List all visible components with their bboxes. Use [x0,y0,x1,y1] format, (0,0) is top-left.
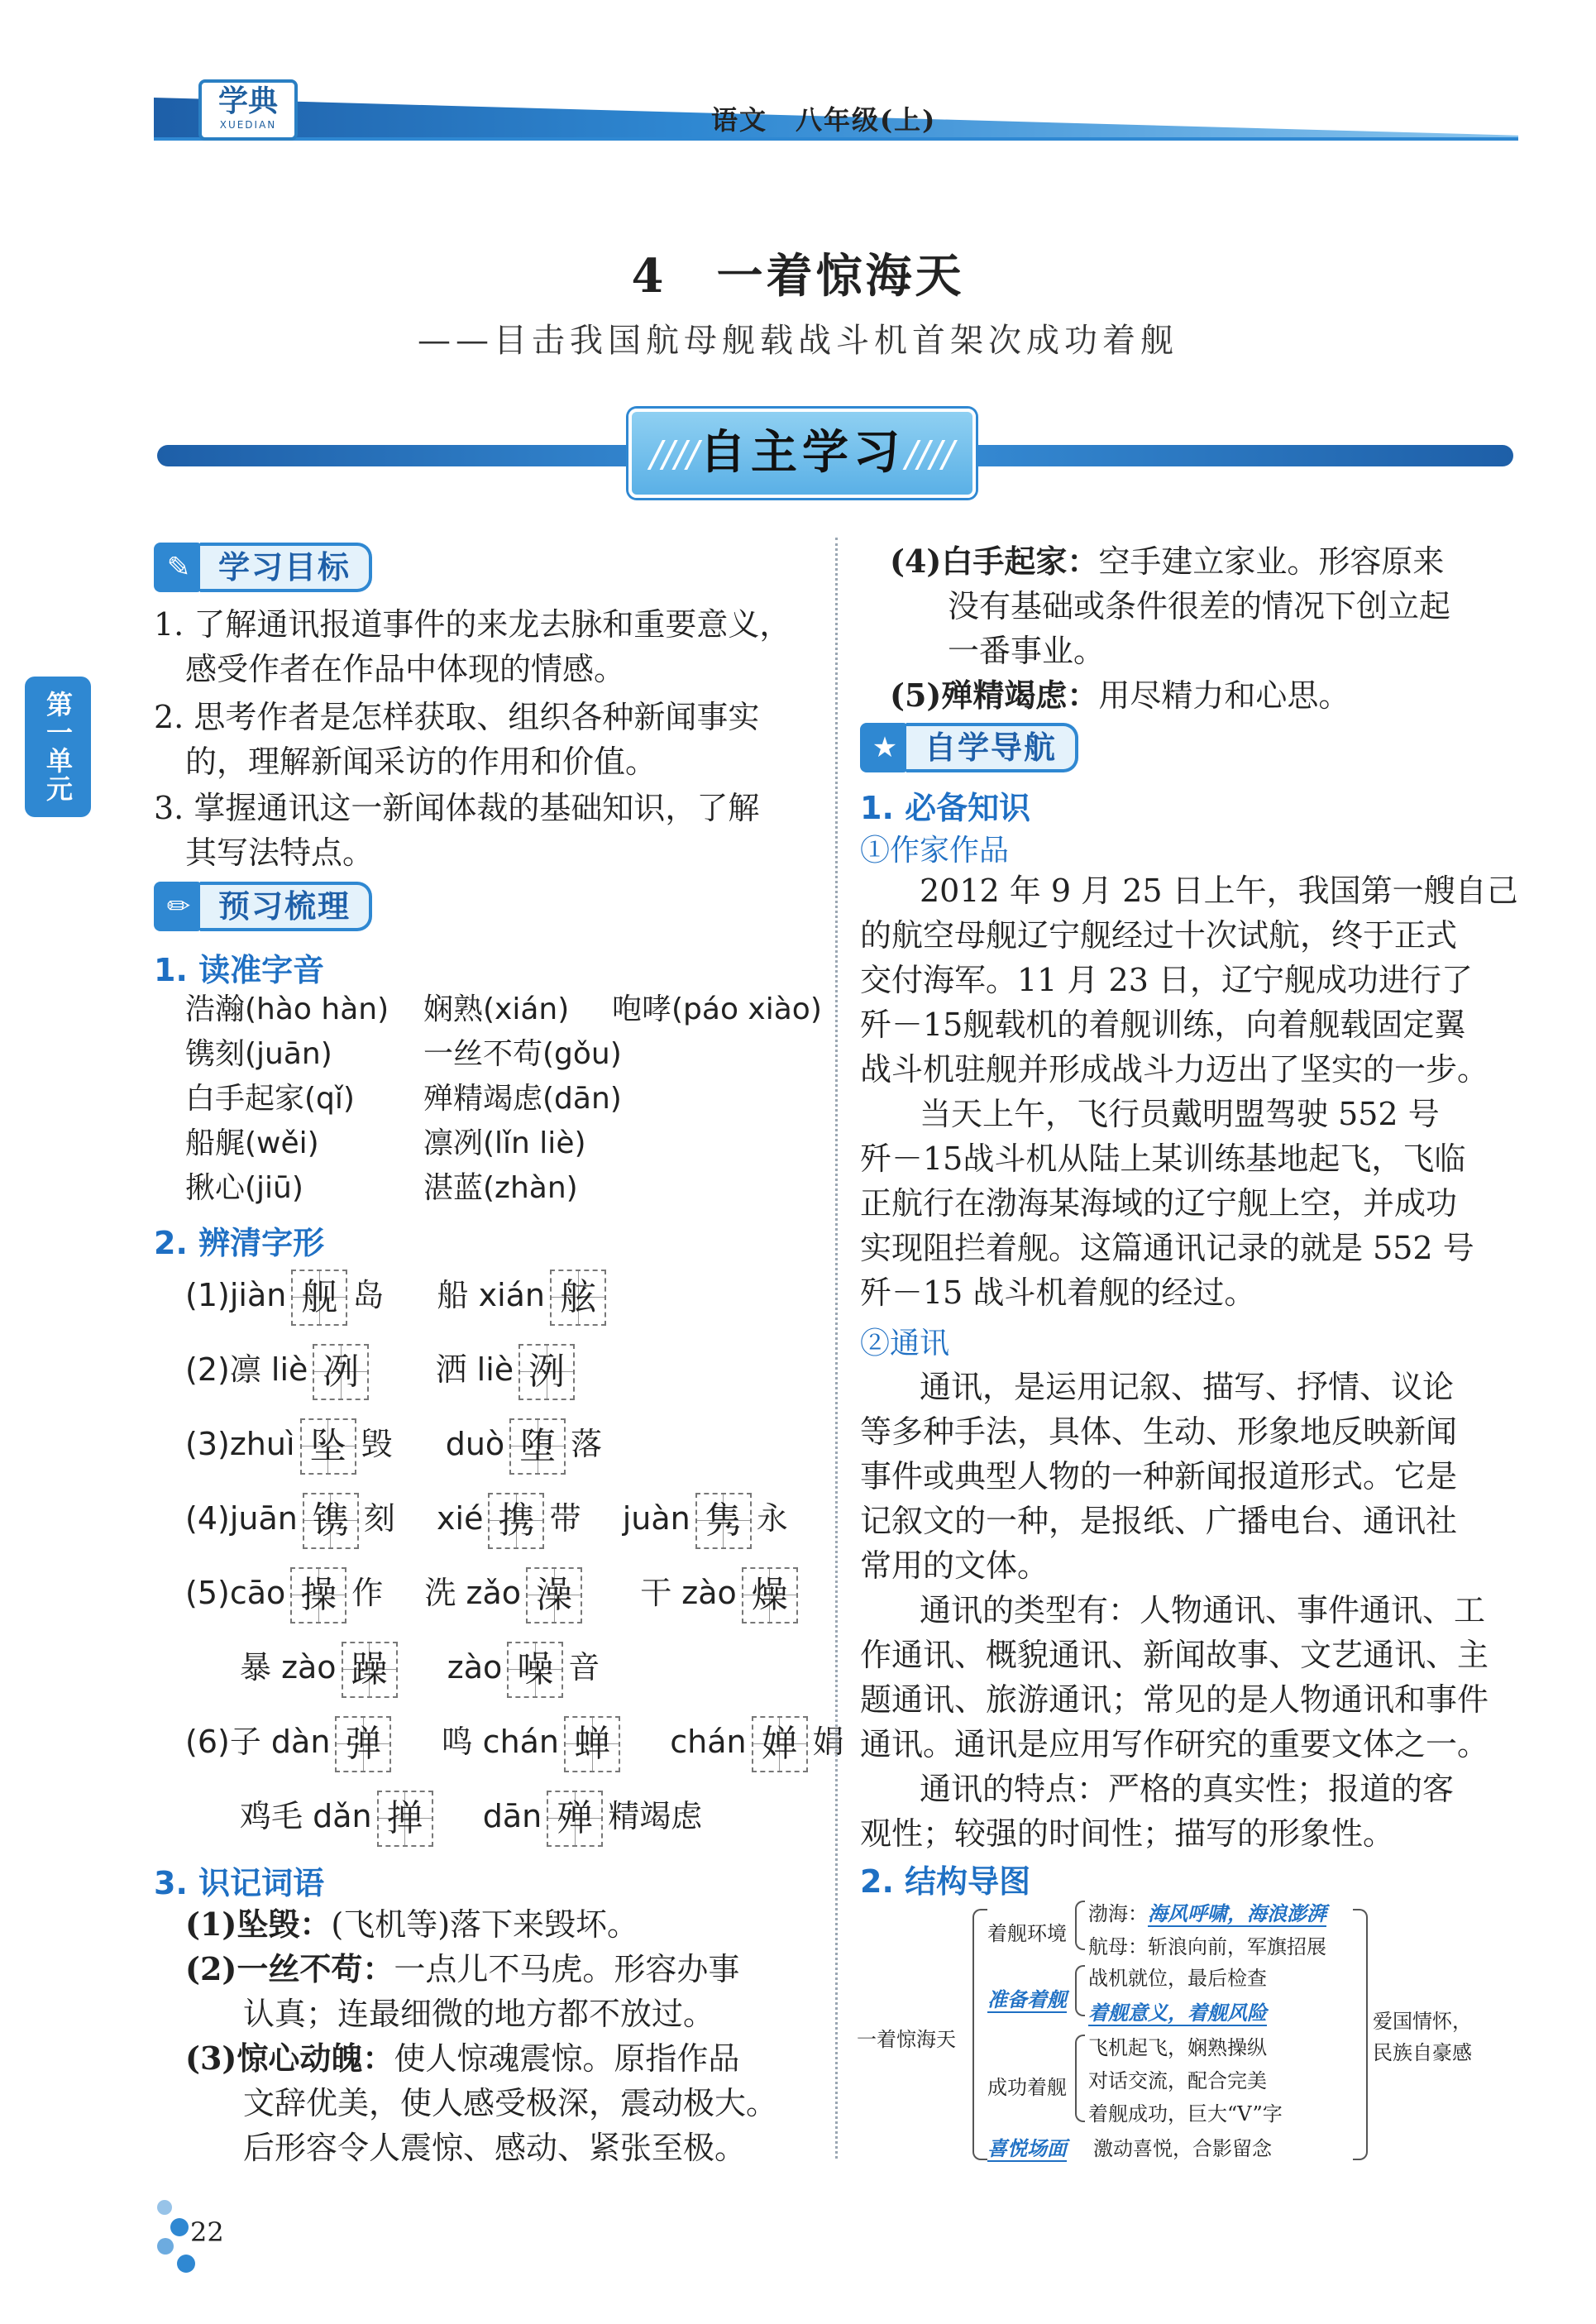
page-number: 22 [190,2216,224,2248]
diagram-theme: 民族自豪感 [1373,2041,1472,2064]
vocab-definition-cont: 认真；连最细微的地方都不放过。 [243,1996,715,2032]
diagram-leaf: 战机就位，最后检查 [1088,1967,1267,1990]
structure-subheading: 2. 结构导图 [860,1863,1031,1900]
diagram-branch: 成功着舰 [987,2076,1067,2099]
vocab-definition: 用尽精力和心思。 [1098,677,1350,714]
diagram-leaf-label: 渤海： [1088,1902,1148,1925]
diagram-leaf [1088,1996,1267,2025]
glyph-row [185,1489,788,1549]
goal-line: 的，理解新闻采访的作用和价值。 [185,744,657,780]
glyph-box: 燥 [742,1567,798,1623]
diagram-branch: 着舰环境 [987,1922,1067,1945]
glyph-suffix: 落 [571,1426,603,1462]
student-icon: ✎ [154,543,203,592]
pronunciation-item: 娴熟(xián) [423,992,570,1026]
pronunciation-item: 浩瀚(hào hàn) [185,992,389,1026]
glyph-box: 镌 [303,1493,359,1549]
diagram-leaf [1088,1897,1326,1926]
glyph-row [240,1638,600,1698]
vocab-item [185,2036,739,2081]
vocab-item [185,1902,638,1947]
column-divider [835,538,838,2159]
pronunciation-item: 殚精竭虑(dān) [423,1082,622,1116]
pronunciation-item: 一丝不苟(gǒu) [423,1037,622,1071]
glyph-prompt: juàn [622,1500,690,1537]
pronunciation-item: 镌刻(juān) [185,1037,332,1071]
glyph-prompt: xié [437,1500,484,1537]
glyph-prompt: 洒 liè [435,1351,514,1388]
glyph-row [185,1414,602,1475]
goal-line: 3. 掌握通讯这一新闻体裁的基础知识，了解 [154,790,760,826]
lesson-subtitle: ——目击我国航母舰载战斗机首架次成功着舰 [418,322,1178,360]
body-line: 的航空母舰辽宁舰经过十次试航，终于正式 [860,917,1458,954]
diagram-branch [987,2132,1067,2161]
pronunciation-item: 凛冽(lǐn liè) [423,1126,586,1160]
body-line: 通讯，是运用记叙、描写、抒情、议论 [920,1369,1455,1405]
glyph-box: 噪 [507,1642,563,1698]
vocab-item [185,1947,739,1992]
vocab-term: (4)白手起家： [890,543,1099,580]
vocab-definition: 使人惊魂震惊。原指作品 [394,2040,740,2077]
pronunciation-subheading: 1. 读准字音 [154,952,325,988]
vocab-definition-cont: 文辞优美，使人感受极深，震动极大。 [243,2085,778,2121]
glyph-prompt: 鸡毛 dǎn [240,1798,372,1834]
banner-stripes-right: //// [905,433,954,476]
glyph-prompt: chán [670,1724,747,1760]
glyph-prompt: zào [447,1649,503,1686]
glyph-suffix: 音 [568,1649,600,1686]
diagram-branch [987,1983,1067,2012]
glyph-prompt: 干 zào [640,1575,737,1611]
logo-main-text: 学典 [217,84,278,118]
preview-heading-label: 预习梳理 [200,882,372,931]
body-line: 交付海军。11 月 23 日，辽宁舰成功进行了 [860,962,1473,998]
diagram-leaf: 激动喜悦，合影留念 [1093,2137,1272,2160]
glyph-suffix: 娟 [812,1724,844,1760]
diagram-root: 一着惊海天 [857,2028,956,2051]
body-line: 实现阻拦着舰。这篇通讯记录的就是 552 号 [860,1230,1474,1266]
header-line [154,137,1518,141]
glyph-prompt: dān [482,1798,542,1834]
body-line: 通讯。通讯是应用写作研究的重要文体之一。 [860,1726,1489,1762]
preview-heading [154,880,372,933]
vocab-term: (3)惊心动魄： [185,2039,394,2077]
goals-heading-label: 学习目标 [200,543,372,592]
publisher-logo [198,79,298,141]
glyph-prompt: (6)子 dàn [185,1724,331,1760]
glyph-suffix: 带 [549,1500,581,1537]
body-line: 当天上午，飞行员戴明盟驾驶 552 号 [920,1096,1440,1132]
glyph-box: 躁 [342,1642,398,1698]
unit-tab: 第一单元 [25,677,91,817]
glyph-suffix: 刻 [363,1500,395,1537]
goals-heading [154,541,372,594]
glyph-suffix: 毁 [361,1426,393,1462]
knowledge-subheading: 1. 必备知识 [860,790,1031,826]
glyph-box: 堕 [509,1418,566,1475]
banner-stripes-left: //// [650,433,700,476]
vocab-term: (5)殚精竭虑： [890,677,1099,714]
glyph-box: 蝉 [564,1716,620,1772]
pencil-icon: ✏ [154,882,203,931]
vocab-term: (2)一丝不苟： [185,1950,394,1987]
body-line: 正航行在渤海某海域的辽宁舰上空，并成功 [860,1185,1458,1222]
diagram-fill-answer: 着舰意义，着舰风险 [1088,2001,1267,2025]
diagram-leaf: 对话交流，配合完美 [1088,2069,1267,2092]
decoration-dot [157,2238,174,2255]
vocab-definition: 一点儿不马虎。形容办事 [394,1951,740,1987]
diagram-fill-answer: 海风呼啸，海浪澎湃 [1148,1901,1326,1925]
goal-line: 2. 思考作者是怎样获取、组织各种新闻事实 [154,699,760,735]
glyph-subheading: 2. 辨清字形 [154,1225,325,1261]
glyph-suffix: 作 [351,1575,384,1611]
glyph-box: 舰 [291,1270,347,1326]
structure-diagram [857,1894,1518,2175]
body-line: 歼－15舰载机的着舰训练，向着舰载固定翼 [860,1007,1466,1043]
glyph-suffix: 岛 [352,1277,385,1313]
body-line: 歼－15 战斗机着舰的经过。 [860,1274,1256,1311]
lesson-title: 4 一着惊海天 [631,249,965,304]
glyph-row [185,1340,580,1400]
glyph-box: 澡 [526,1567,582,1623]
body-line: 歼－15战斗机从陆上某训练基地起飞，飞临 [860,1140,1466,1177]
diagram-theme: 爱国情怀， [1373,2010,1472,2033]
vocab-subheading: 3. 识记词语 [154,1865,325,1901]
body-line: 战斗机驻舰并形成战斗力迈出了坚实的一步。 [860,1051,1489,1088]
glyph-box: 坠 [300,1418,356,1475]
glyph-box: 掸 [377,1791,433,1847]
glyph-suffix: 精竭虑 [608,1798,703,1834]
diagram-leaf: 飞机起飞，娴熟操纵 [1088,2036,1267,2059]
vocab-definition: 空手建立家业。形容原来 [1098,543,1445,580]
diagram-brace [1075,1965,1085,2016]
decoration-dot [177,2255,195,2273]
glyph-prompt: (5)cāo [185,1575,286,1611]
glyph-box: 洌 [518,1344,575,1400]
glyph-box: 殚 [547,1791,603,1847]
glyph-row [185,1265,611,1326]
vocab-item [890,673,1350,718]
body-line: 作通讯、概貌通讯、新闻故事、文艺通讯、主 [860,1637,1489,1673]
glyph-box: 操 [290,1567,346,1623]
glyph-prompt: (4)juān [185,1500,298,1537]
body-line: 事件或典型人物的一种新闻报道形式。它是 [860,1458,1458,1494]
body-line: 观性；较强的时间性；描写的形象性。 [860,1815,1395,1852]
glyph-suffix: 永 [756,1500,788,1537]
body-line: 记叙文的一种，是报纸、广播电台、通讯社 [860,1503,1458,1539]
diagram-brace-main [972,1909,987,2160]
glyph-box: 携 [488,1493,544,1549]
pronunciation-item: 白手起家(qǐ) [185,1082,355,1116]
glyph-row [240,1786,702,1847]
body-line: 题通讯、旅游通讯；常见的是人物通讯和事件 [860,1681,1489,1718]
glyph-row [185,1563,803,1623]
vocab-definition-cont: 一番事业。 [948,633,1106,669]
diagram-fill-answer: 喜悦场面 [987,2136,1067,2160]
pronunciation-item: 揪心(jiū) [185,1171,303,1205]
body-line: 通讯的特点：严格的真实性；报道的客 [920,1771,1455,1807]
glyph-prompt: duò [445,1426,505,1462]
diagram-leaf: 航母：斩浪向前，军旗招展 [1088,1935,1326,1958]
guide-heading-label: 自学导航 [906,723,1078,772]
decoration-dot [170,2218,189,2236]
glyph-prompt: 洗 zǎo [424,1575,522,1611]
vocab-term: (1)坠毁： [185,1906,332,1943]
goal-line: 其写法特点。 [185,834,375,871]
glyph-prompt: (2)凛 liè [185,1351,308,1388]
section-banner [628,409,976,498]
glyph-prompt: 暴 zào [240,1649,337,1686]
glyph-prompt: (1)jiàn [185,1277,287,1313]
goal-line: 1. 了解通讯报道事件的来龙去脉和重要意义， [154,606,791,643]
glyph-box: 舷 [550,1270,606,1326]
telescope-icon: ★ [860,723,910,772]
diagram-brace [1075,2035,1085,2122]
decoration-dot [157,2200,172,2215]
diagram-brace-right [1353,1909,1368,2160]
guide-heading [860,721,1078,774]
diagram-fill-answer: 准备着舰 [987,1987,1067,2011]
communication-subheading: ②通讯 [860,1327,950,1360]
glyph-box: 婵 [752,1716,808,1772]
pronunciation-item: 湛蓝(zhàn) [423,1171,578,1205]
vocab-item [890,539,1444,584]
body-line: 通讯的类型有：人物通讯、事件通讯、工 [920,1592,1486,1628]
glyph-row [185,1712,844,1772]
running-header: 语文 八年级(上) [711,104,937,136]
section-banner-title: 自主学习 [700,426,905,480]
glyph-prompt: 船 xián [437,1277,546,1313]
pronunciation-item: 船艉(wěi) [185,1126,319,1160]
diagram-leaf: 着舰成功，巨大“V”字 [1088,2102,1283,2126]
glyph-box: 隽 [695,1493,752,1549]
glyph-box: 冽 [313,1344,369,1400]
vocab-definition: (飞机等)落下来毁坏。 [331,1906,639,1943]
glyph-box: 弹 [335,1716,391,1772]
pronunciation-item: 咆哮(páo xiào) [612,992,822,1026]
logo-sub-text: XUEDIAN [219,119,277,131]
diagram-brace [1075,1901,1085,1950]
glyph-prompt: (3)zhuì [185,1426,295,1462]
glyph-prompt: 鸣 chán [441,1724,560,1760]
body-line: 2012 年 9 月 25 日上午，我国第一艘自己 [920,873,1518,909]
body-line: 等多种手法，具体、生动、形象地反映新闻 [860,1413,1458,1450]
vocab-definition-cont: 没有基础或条件很差的情况下创立起 [948,588,1451,624]
vocab-definition-cont: 后形容令人震惊、感动、紧张至极。 [243,2130,747,2166]
goal-line: 感受作者在作品中体现的情感。 [185,651,626,687]
body-line: 常用的文体。 [860,1547,1049,1584]
author-works-subheading: ①作家作品 [860,834,1010,868]
